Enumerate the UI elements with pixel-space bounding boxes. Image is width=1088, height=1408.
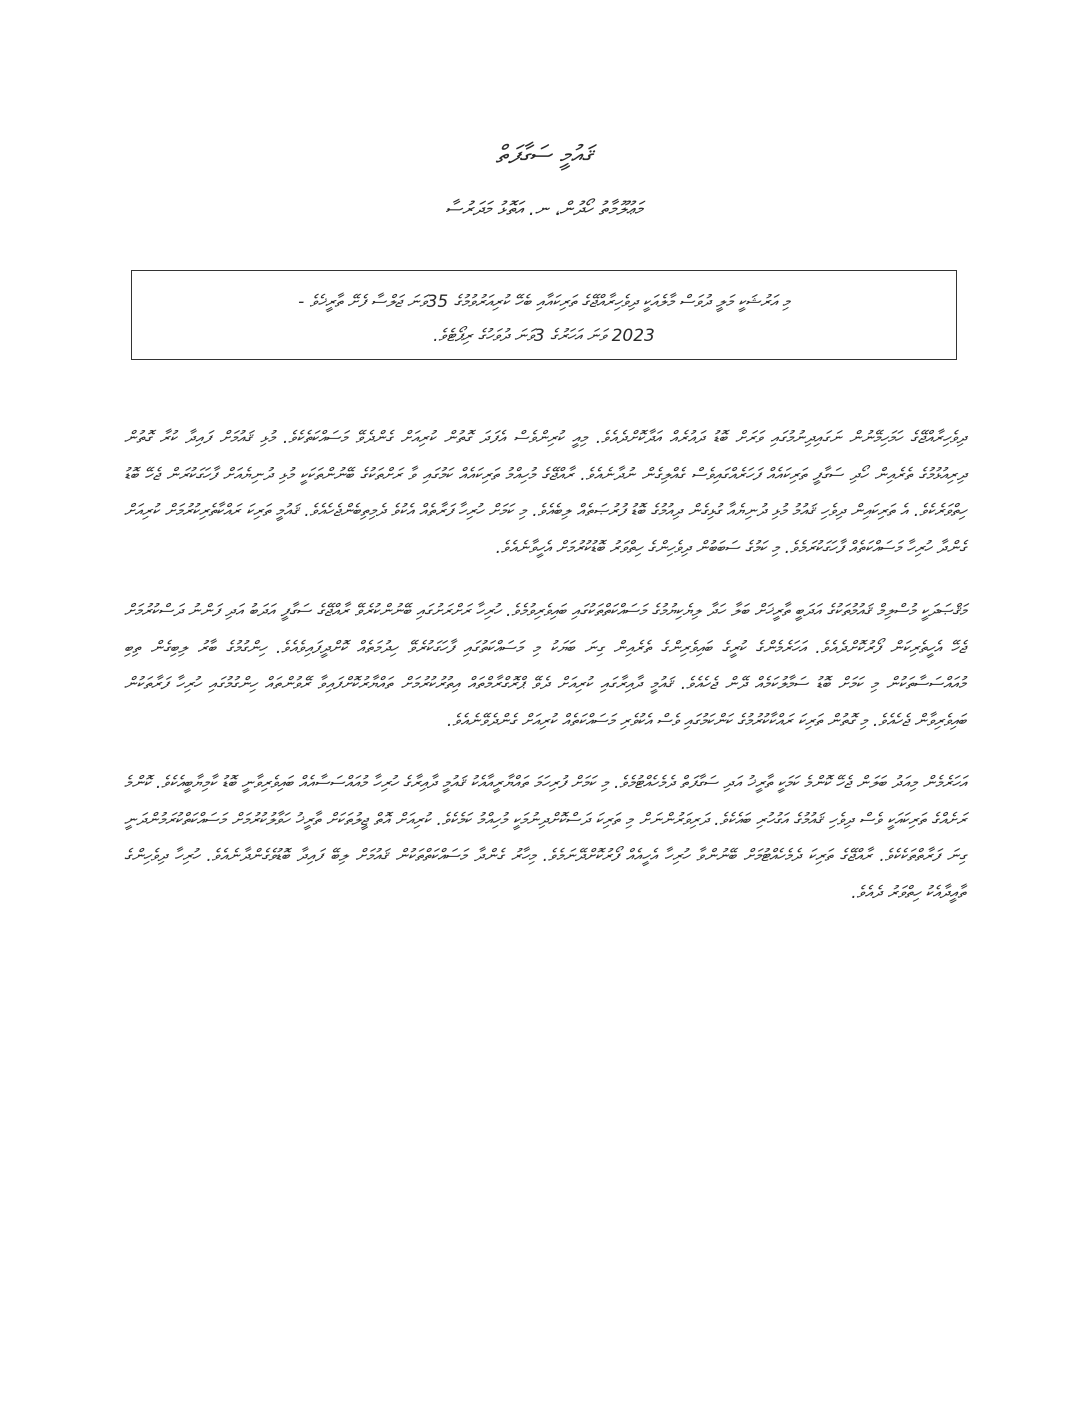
paragraph: ދިވެހިރާއްޖޭގެ ހަމަހިމޭނުން ނަގައިދިނުމުގައި ވަރަށް ބޮޑު ދައުރެއް އަދާކޮށްދެއެވެ. މިއީ ކުރިންވެސް އެފަދަ ގޮތުން ކުރިއަށް ގެންދެވޭ މަސައްކަތެކެވެ. މުޅި ޤައުމަށް ފައިދާ ކުރާ ގޮތުން ދިރިއުޅުމުގެ ތެރެއިން ހޯދި ސަގާފީ ތަރިކައެއް ފަހަރެއްގައިވެސް ގެއްލިގެން ނުދާނެއެވެ. ރާއްޖޭގެ މުހިއްމު ތަރިކައެއް ކަމުގައި ވާ ރަށްތަކުގެ ބޭނުންތަކަކީ މުޅި ދުނިޔެއަށް ފާހަގަކުރަން ޖެހޭ ބޮޑު ހިތްވަރެކެވެ. އެ ތަރިކައިން ދިވެހި ޤައުމު މުޅި ދުނިޔެއާ ގުޅިގެން ދިއުމުގެ ބޮޑު ފުރުޞަތެއް ލިބެއެވެ. މި ކަމަށް ހުރިހާ ފަރާތެއް އެކުވެ ދެމިތިބެންޖެހެއެވެ. ޤައުމީ ތަރިކަ ރައްކާތެރިކުރުމަށް ކުރިއަށް ގެންދާ ހުރިހާ މަސައްކަތެއް ފާހަގަކުރަމެވެ. މި ކަމުގެ ސަބަބުން ދިވެހިންގެ ހިތްވަރު ބޮޑުކުރުމަށް އެހީވާނެއެވެ.	[124, 428, 966, 558]
paragraph: މަޤްޞަދަކީ މުސްލިމް ޤައުމުތަކުގެ އަދަބީ ތާރީޚަށް ބަލާ ހަދާ ލިޔެކިޔުމުގެ މަސައްކަތްތަކުގައި ބައިވެރިވުމެވެ. ހުރިހާ ރަށްރަށުގައި ބޭނުންކުރެވޭ ރާއްޖޭގެ ސަގާފީ އަދަބު އަދި ފަންނު ދަސްކުރުމަށް ޖެހޭ އެހީތެރިކަން ފޯރުކޮށްދެއެވެ. އަހަރެމެންގެ ކުރީގެ ބައިވެރިންގެ ތެރެއިން ގިނަ ބަޔަކު މި މަސައްކަތުގައި ފާހަގަކުރެވޭ ހިދުމަތެއް ކޮށްދީފައިވެއެވެ. ހިންގުމުގެ ބާރު ލިބިގެން ތިބި މުއައްސަސާތަކުން މި ކަމަށް ބޮޑު ސަމާލުކަމެއް ދޭން ޖެހެއެވެ. ޤައުމީ ދާއިރާގައި ކުރިއަށް ދެވޭ ޕްރޮގްރާމްތައް އިތުރުކުރުމަށް ތައްޔާރުކޮށްފައިވާ ރޭވުންތައް ހިންގުމުގައި ހުރިހާ ފަރާތަކުން ބައިވެރިވާން ޖެހެއެވެ. މި ގޮތުން ތަރިކަ ރައްކާކުރުމުގެ ކަންކަމުގައި ވެސް އެކުވެރި މަސައްކަތެއް ކުރިއަށް ގެންދެވޭނެއެވެ.	[124, 601, 966, 731]
paragraph: އަހަރެމެން މިއަދު ބަލަން ޖެހޭ ކޮންމެ ކަމަކީ ތާރީޚު އަދި ސަގާފަތް ދެމެހެއްޓުމެވެ. މި ކަމަށް ފުރިހަމަ ތައްޔާރީއާއެކު ޤައުމީ ދާއިރާގެ ހުރިހާ މުއައްސަސާއެއް ބައިވެރިވާނީ ބޮޑު ކާމިޔާބީއެކެވެ. ކޮންމެ ރަށެއްގެ ތަރިކައަކީ ވެސް ދިވެހި ޤައުމުގެ އަގުހުރި ބައެކެވެ. ދަރިވަރުންނަށް މި ތަރިކަ ދަސްކޮށްދިނުމަކީ މުހިއްމު ކަމެކެވެ. ކުރިއަށް އޮތް ޖީލުތަކަށް ތާރީޚު ހަވާލުކުރުމަށް މަސައްކަތްކުރަމުންދަނީ ގިނަ ފަރާތްތަކެކެވެ. ރާއްޖޭގެ ތަރިކަ ދެމެހެއްޓުމަށް ބޭނުންވާ ހުރިހާ އެހީއެއް ފޯރުކޮށްދޭނަމެވެ. މިހާރު ގެންދާ މަސައްކަތްތަކުން ޤައުމަށް ލިބޭ ފައިދާ ބޮޑުވެގެންދާނެއެވެ. ހުރިހާ ދިވެހިންގެ ތާއީދާއެކު ހިތްވަރު ދެއެވެ.	[124, 773, 966, 903]
document-byline: މަޢުލޫމާތު ހޯދުން، ނ. އަތޮޅު މަދަރުސާ	[445, 198, 643, 220]
abstract-line: މި އަރުޝަކީ މަލީ ދުވަސް މާލެއަކީ ދިވެހިރާއްޖޭގެ ތަރިކައާއި ބެހޭ ކުރިއަރުވުމުގެ 35ވަނަ ޖަލްސާ ފެށޭ ތާރީޚެވެ -	[298, 292, 790, 312]
abstract-line: 2023 ވަނަ އަހަރުގެ 3ވަނަ ދުވަހުގެ ރިޕޯޓެވެ.	[433, 326, 655, 346]
document-title: ޤައުމީ ސަގާފަތް	[495, 140, 593, 169]
body-text	[124, 420, 966, 938]
abstract-box	[131, 270, 957, 360]
